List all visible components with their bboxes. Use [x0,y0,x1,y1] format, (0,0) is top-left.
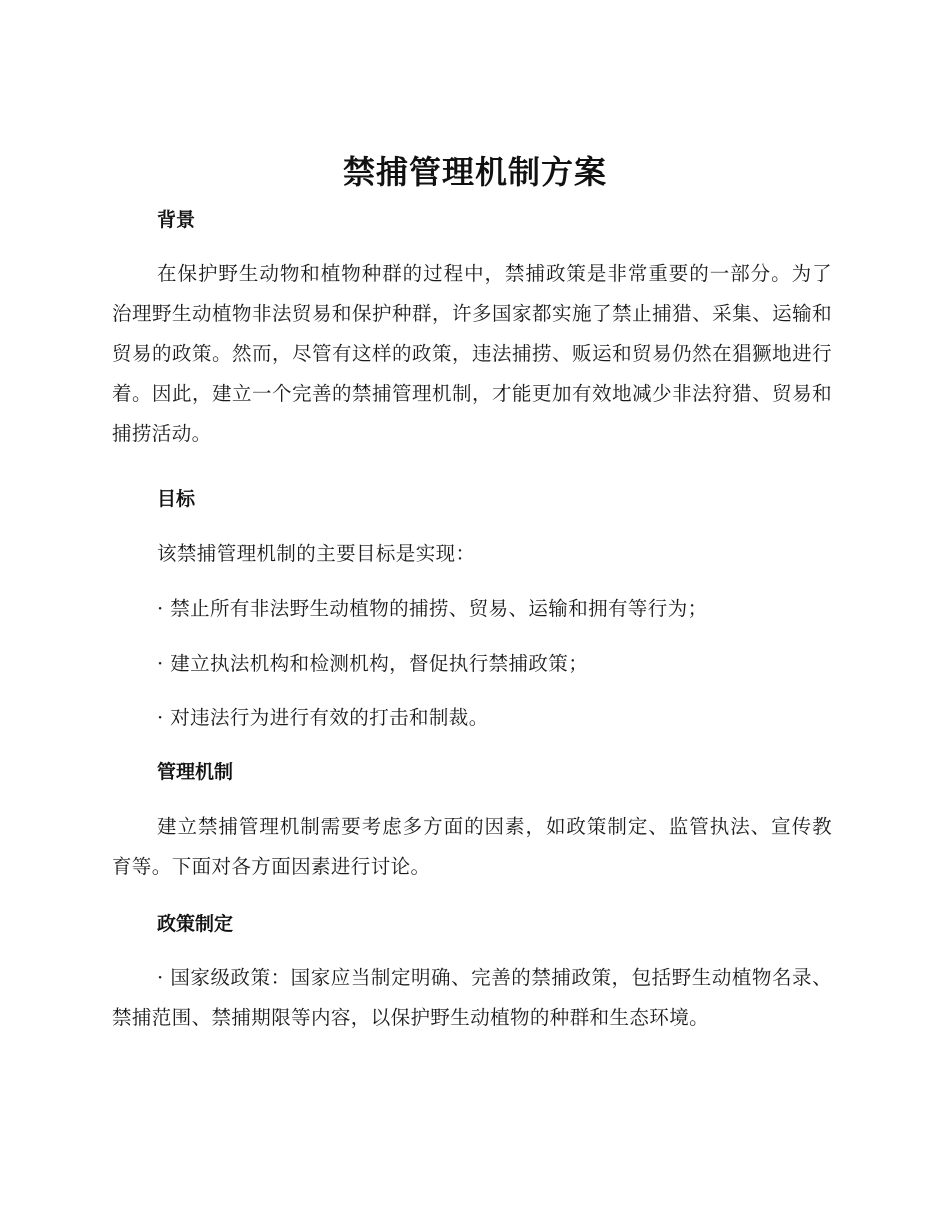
background-paragraph: 在保护野生动物和植物种群的过程中，禁捕政策是非常重要的一部分。为了治理野生动植物非法贸易和保护种群，许多国家都实施了禁止捕猎、采集、运输和贸易的政策。然而，尽管有这样的政策，违法捕捞、贩运和贸易仍然在猖獗地进行着。因此，建立一个完善的禁捕管理机制，才能更加有效地减少非法狩猎、贸易和捕捞活动。 [112,262,832,445]
goals-list-item: · 禁止所有非法野生动植物的捕捞、贸易、运输和拥有等行为； [157,597,708,620]
section-heading-background: 背景 [157,209,196,231]
goals-list-item: · 建立执法机构和检测机构，督促执行禁捕政策； [157,652,589,675]
policy-paragraph: · 国家级政策：国家应当制定明确、完善的禁捕政策，包括野生动植物名录、禁捕范围、禁捕期限等内容，以保护野生动植物的种群和生态环境。 [112,966,832,1029]
mechanism-paragraph: 建立禁捕管理机制需要考虑多方面的因素，如政策制定、监管执法、宣传教育等。下面对各方面因素进行讨论。 [112,815,832,878]
section-heading-policy: 政策制定 [157,913,234,935]
goals-intro: 该禁捕管理机制的主要目标是实现： [157,542,476,565]
goals-list-item: · 对违法行为进行有效的打击和制裁。 [157,706,489,729]
section-heading-mechanism: 管理机制 [157,761,234,783]
section-heading-goals: 目标 [157,488,196,510]
document-title: 禁捕管理机制方案 [342,153,607,191]
